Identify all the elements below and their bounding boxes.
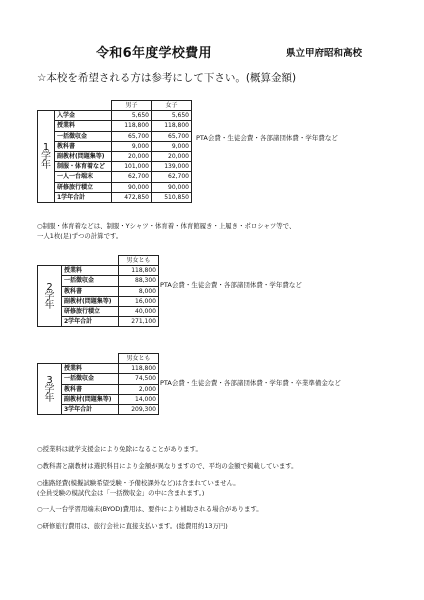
female-value: 90,000 — [152, 182, 192, 192]
female-value: 62,700 — [152, 172, 192, 182]
female-value: 118,800 — [152, 121, 192, 131]
intro-text: ☆本校を希望される方は参考にして下さい。(概算金額) — [37, 72, 297, 84]
value-cell: 88,300 — [119, 276, 159, 286]
value-cell: 74,500 — [119, 374, 159, 384]
footnote-4: ○一人一台学習用端末(BYOD)費用は、要件により補助される場合があります。 — [37, 505, 263, 513]
female-value: 9,000 — [152, 141, 192, 151]
female-value: 139,000 — [152, 162, 192, 172]
grade2-side-note: PTA会費・生徒会費・各部諸団体費・学年費など — [160, 281, 302, 289]
col-header-both: 男女とも — [119, 256, 159, 266]
table-row-label: 教科書 — [55, 141, 112, 151]
grade1-table — [37, 100, 192, 203]
table-row-label: 一括徴収金 — [62, 374, 119, 384]
col-header-male: 男子 — [112, 101, 152, 111]
grade1-note: ○制服・体育着などは、制服・Yシャツ・体育着・体育館履き・上履き・ポロシャツ等で、 一人1枚(足)ずつの計算です。 — [37, 222, 296, 240]
total-value: 209,300 — [119, 404, 159, 414]
grade3-table — [37, 353, 159, 415]
total-row-label: 3学年合計 — [62, 404, 119, 414]
table-row-label: 教科書 — [62, 286, 119, 296]
footnote-2: ○教科書と副教材は選択科目により金額が異なりますので、平均の金額で掲載しています。 — [37, 462, 298, 470]
grade3-side-note: PTA会費・生徒会費・各部諸団体費・学年費・卒業準備金など — [160, 379, 341, 387]
male-value: 65,700 — [112, 131, 152, 141]
value-cell: 16,000 — [119, 296, 159, 306]
table-row-label: 授業料 — [62, 266, 119, 276]
male-value: 20,000 — [112, 151, 152, 161]
male-value: 9,000 — [112, 141, 152, 151]
footnote-3b: (全員受験の模試代金は「一括徴収金」の中に含まれます。) — [37, 489, 205, 497]
value-cell: 8,000 — [119, 286, 159, 296]
value-cell: 40,000 — [119, 306, 159, 316]
footnote-3: ○進路経費(模擬試験希望受験・予備校課外など)は含まれていません。 — [37, 479, 240, 487]
table-row-label: 授業料 — [62, 364, 119, 374]
table-row-label: 教科書 — [62, 384, 119, 394]
total-row-label: 1学年合計 — [55, 192, 112, 202]
female-total: 510,850 — [152, 192, 192, 202]
male-total: 472,850 — [112, 192, 152, 202]
table-row-label: 副教材(問題集等) — [62, 296, 119, 306]
value-cell: 2,000 — [119, 384, 159, 394]
grade1-label: 1 学 年 — [38, 111, 55, 203]
male-value: 101,000 — [112, 162, 152, 172]
col-header-both: 男女とも — [119, 354, 159, 364]
table-row-label: 副教材(問題集等) — [62, 394, 119, 404]
value-cell: 14,000 — [119, 394, 159, 404]
female-value: 20,000 — [152, 151, 192, 161]
male-value: 90,000 — [112, 182, 152, 192]
grade3-label: 3 学 年 — [38, 364, 62, 415]
male-value: 62,700 — [112, 172, 152, 182]
table-row-label: 制服・体育着など — [55, 162, 112, 172]
value-cell: 118,800 — [119, 364, 159, 374]
value-cell: 118,800 — [119, 266, 159, 276]
table-row-label: 研修旅行積立 — [55, 182, 112, 192]
table-row-label: 授業料 — [55, 121, 112, 131]
table-row-label: 一括徴収金 — [55, 131, 112, 141]
male-value: 5,650 — [112, 111, 152, 121]
page-title: 令和6年度学校費用 — [96, 46, 212, 61]
table-row-label: 一人一台端末 — [55, 172, 112, 182]
total-row-label: 2学年合計 — [62, 317, 119, 327]
footnote-5: ○研修旅行費用は、旅行会社に直接支払います。(総費用約13万円) — [37, 522, 228, 530]
footnote-1: ○授業料は就学支援金により免除になることがあります。 — [37, 445, 202, 453]
table-row-label: 副教材(問題集等) — [55, 151, 112, 161]
table-row-label: 入学金 — [55, 111, 112, 121]
grade1-side-note: PTA会費・生徒会費・各部諸団体費・学年費など — [196, 134, 338, 142]
table-row-label: 研修旅行積立 — [62, 306, 119, 316]
table-row-label: 一括徴収金 — [62, 276, 119, 286]
col-header-female: 女子 — [152, 101, 192, 111]
school-name: 県立甲府昭和高校 — [286, 48, 363, 59]
male-value: 118,800 — [112, 121, 152, 131]
grade2-label: 2 学 年 — [38, 266, 62, 327]
female-value: 65,700 — [152, 131, 192, 141]
total-value: 271,100 — [119, 317, 159, 327]
female-value: 5,650 — [152, 111, 192, 121]
grade2-table — [37, 255, 159, 327]
